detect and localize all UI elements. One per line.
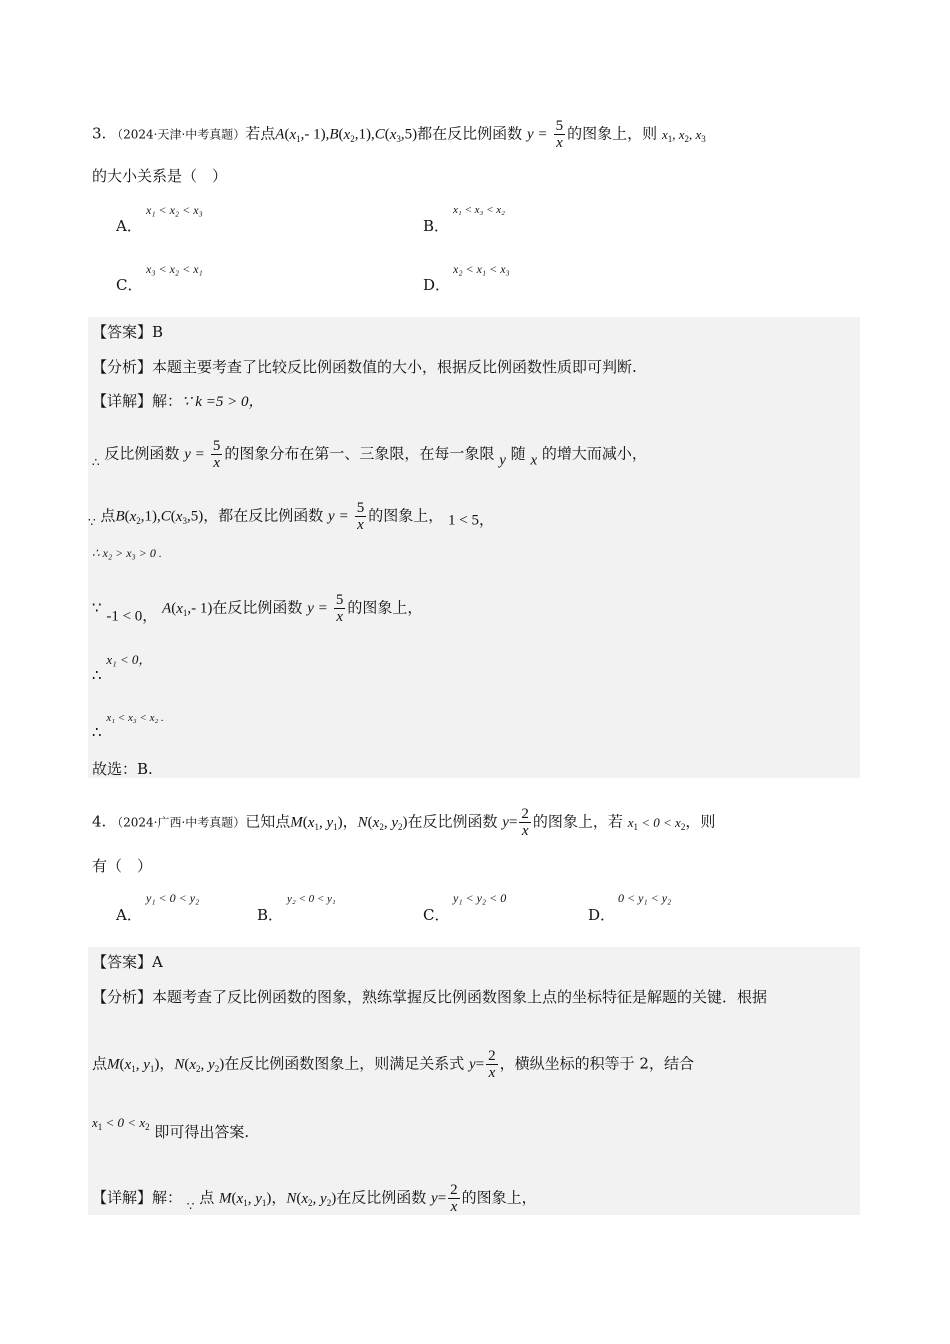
q3-option-a-label: A． xyxy=(116,217,142,235)
q3-detail-line-6: ∴ $^{x_1 < x_3 < x_2 .}$ xyxy=(92,712,164,741)
q4-source: （2024·广西·中考真题） xyxy=(111,815,246,830)
q3-option-c-expr: x₃ < x₂ < x₁ xyxy=(146,262,203,276)
q3-detail-line-5: ∴ x₁ < 0， xyxy=(92,652,152,684)
q3-detail-line xyxy=(92,391,263,412)
q3-answer: 【答案】B xyxy=(92,323,164,341)
q4-option-c-expr: y₁ < y₂ < 0 xyxy=(453,891,507,905)
q4-number: 4. xyxy=(92,812,107,831)
q3-analysis: 【分析】本题主要考查了比较反比例函数值的大小，根据反比例函数性质即可判断. xyxy=(92,358,637,376)
q4-fraction: $\frac{2}{x}$ xyxy=(521,806,529,839)
q4-option-d-expr: 0 < y₁ < y₂ xyxy=(618,891,672,905)
q3-option-d-expr: x₂ < x₁ < x₃ xyxy=(453,262,510,276)
q3-detail-line-2: $_\because$ 点$B(x_2,1),C(x_3,5)$，都在反比例函数 y = $\frac{5}{x}$ 的图象上， 1 < 5， xyxy=(88,500,494,533)
q3-detail-line-3: ∴ x₂ > x₃ > 0 . xyxy=(92,546,162,560)
q3-option-b-label: B． xyxy=(423,217,450,235)
q4-option-b-expr: y₂ < 0 < y₁ xyxy=(287,893,336,905)
q3-points: A xyxy=(275,126,285,143)
q3-detail-line-1: $_\therefore$ 反比例函数 y = $\frac{5}{x}$ 的图象分布在第一、三象限，在每一象限 y 随 x 的增大而减小， xyxy=(92,438,647,471)
q4-option-a-expr: y₁ < 0 < y₂ xyxy=(146,891,200,905)
q3-stem-text-2: 都在反比例函数 xyxy=(417,124,523,143)
q4-detail-line: 【详解】解： $_\because$ 点 $M(x_1$, $y_1$)，$N(x_2$, $y_2$)在反比例函数 y= $\frac{2}{x}$ 的图象上， xyxy=(92,1182,537,1215)
q3-solution-panel xyxy=(88,317,860,778)
q4-analysis-line-3: $x_1 < 0 < x_2$ 即可得出答案. xyxy=(92,1115,250,1141)
q4-option-c-label: C． xyxy=(423,906,450,924)
q3-stem-line-2: 的大小关系是（ ） xyxy=(92,167,228,185)
q3-source: （2024·天津·中考真题） xyxy=(111,127,246,142)
q3-detail-line-4: ∵ -1 < 0， $A(x_1,-$ 1)在反比例函数 y = $\frac{5}{x}$ 的图象上， xyxy=(92,592,423,625)
q3-number: 3. xyxy=(92,124,107,143)
q4-stem-line-2: 有（ ） xyxy=(92,857,153,875)
q3-stem-line-1: 3. （2024·天津·中考真题）若点$A(x_1,-$ $1),B(x_2,1),C(x_3,5)$都在反比例函数 y = $\frac{5}{x}$ 的图象上，则 $x_1$, $x_2$, $x_3$ xyxy=(92,118,706,151)
q4-analysis-line-1: 【分析】本题考查了反比例函数的图象，熟练掌握反比例函数图象上点的坐标特征是解题的关键．根据 xyxy=(92,988,768,1006)
q3-stem-text-3: 的图象上，则 xyxy=(567,124,658,143)
q3-fraction: $\frac{5}{x}$ xyxy=(555,118,564,151)
q4-option-b-label: B． xyxy=(257,906,284,924)
q4-option-a-label: A． xyxy=(116,906,142,924)
q3-detail-k: ∵ k =5 > 0， xyxy=(182,394,264,410)
q3-detail-label: 【详解】解： xyxy=(92,392,183,410)
q3-choose: 故选：B. xyxy=(92,760,153,778)
q3-option-c-label: C． xyxy=(116,276,143,294)
q4-option-d-label: D． xyxy=(588,906,616,924)
q4-answer: 【答案】A xyxy=(92,953,163,971)
q3-option-b-expr: x₁ < x₃ < x₂ xyxy=(453,204,505,216)
q4-stem-line-1: 4. （2024·广西·中考真题）已知点$M(x_1$, $y_1$)，$N(x_2$, $y_2$)在反比例函数 y= $\frac{2}{x}$ 的图象上，若 $x_1 < 0 < x_2$，则 xyxy=(92,806,716,839)
q3-option-a-expr: x₁ < x₂ < x₃ xyxy=(146,203,203,217)
q4-analysis-line-2: 点$M(x_1$, $y_1$)，$N(x_2$, $y_2$)在反比例函数图象上，则满足关系式 y= $\frac{2}{x}$ ，横纵坐标的积等于 2，结合 xyxy=(92,1048,694,1081)
q3-stem-text: 若点 xyxy=(245,124,276,143)
q3-option-d-label: D． xyxy=(423,276,451,294)
